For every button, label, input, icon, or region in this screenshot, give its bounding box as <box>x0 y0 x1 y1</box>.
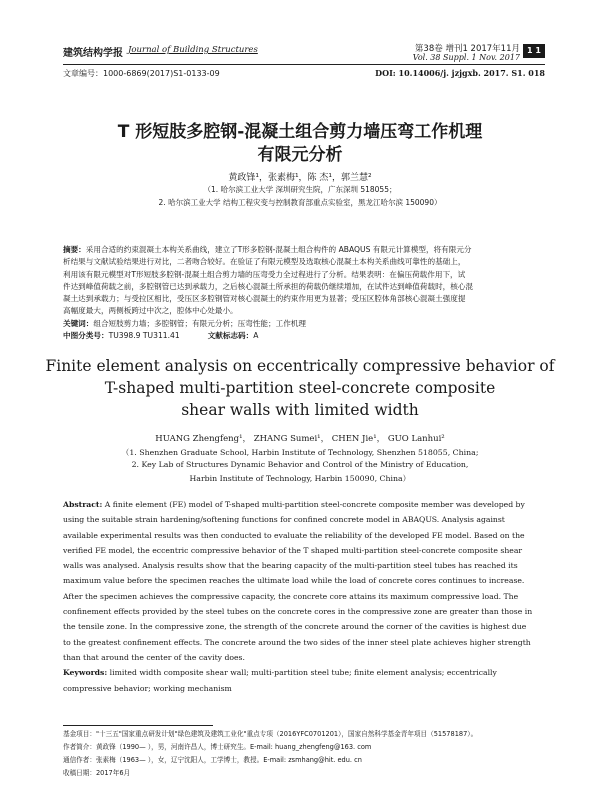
affiliation-en-1: （1. Shenzhen Graduate School, Harbin Institute of Technology, Shenzhen 518055, China; <box>121 448 479 457</box>
keywords-en: Keywords: limited width composite shear wall; multi-partition steel tube; finite element analysis; eccentrically <box>63 668 497 678</box>
title-cn-line1: T 形短肢多腔钢-混凝土组合剪力墙压弯工作机理 <box>117 122 483 142</box>
abstract-en-line: available experimental results was then conducted to evaluate the reliability of the developed FE model. Based on the <box>63 530 525 540</box>
abstract-en-line: After the specimen achieves the compressive capacity, the concrete core attains its maximum compressive load. The <box>63 591 519 601</box>
classification-cn: 中图分类号：TU398.9 TU311.41 文献标志码：A <box>63 331 259 341</box>
footnote-corresponding: 通信作者：张素梅（1963— ），女，辽宁沈阳人，工学博士，教授。E-mail: zsmhang@hit. edu. cn <box>63 756 362 764</box>
article-number: 文章编号：1000-6869(2017)S1-0133-09 <box>63 69 220 78</box>
authors-en: HUANG Zhengfeng¹， ZHANG Sumei¹， CHEN Jie¹， GUO Lanhui² <box>155 434 445 444</box>
abstract-en-line: verified FE model, the eccentric compressive behavior of the T shaped multi-partition steel-concrete composite shear <box>63 545 523 555</box>
title-cn-line2: 有限元分析 <box>257 145 343 165</box>
abstract-en-line: Abstract: A finite element (FE) model of T-shaped multi-partition steel-concrete composite member was developed by <box>63 500 525 509</box>
abstract-en-line: using the suitable strain hardening/softening functions for confined concrete model in ABAQUS. Analysis against <box>63 515 505 525</box>
abstract-cn-line: 摘要：采用合适的约束混凝土本构关系曲线，建立了T形多腔钢-混凝土组合构件的 ABAQUS 有限元计算模型，将有限元分 <box>63 245 472 254</box>
title-en-line2: T-shaped multi-partition steel-concrete composite <box>104 379 496 397</box>
abstract-en-line: than that around the center of the cavity does. <box>63 652 245 662</box>
abstract-en-line: maximum value before the specimen reaches the ultimate load while the load of concrete cores continues to increase. <box>63 576 525 586</box>
keywords-en-label: Keywords: <box>63 668 108 678</box>
abstract-en-line: walls was analysed. Analysis results show that the bearing capacity of the multi-partition steel tubes has reached its <box>63 561 518 571</box>
affiliation-cn-1: （1. 哈尔滨工业大学 深圳研究生院，广东深圳 518055； <box>203 185 397 194</box>
footnote-received: 收稿日期：2017年6月 <box>63 769 131 777</box>
keywords-cn: 关键词：组合短肢剪力墙；多腔钢管；有限元分析；压弯性能；工作机理 <box>63 318 306 328</box>
abstract-cn-line: 凝土达到承载力；与受拉区相比，受压区多腔钢管对核心混凝土的约束作用更为显著；受压区腔体角部核心混凝土强度提 <box>63 294 466 304</box>
affiliation-en-3: Harbin Institute of Technology, Harbin 150090, China） <box>189 474 411 483</box>
abstract-en <box>63 497 545 696</box>
abstract-cn-line: 高幅度最大，两侧板跨过中次之，腔体中心处最小。 <box>63 306 238 316</box>
abstract-en-line: confinement effects provided by the steel tubes on the concrete cores in the compressive zone are greater than those in <box>63 607 533 617</box>
footnote-rule <box>63 725 213 726</box>
affiliation-en-2: 2. Key Lab of Structures Dynamic Behavior and Control of the Ministry of Education, <box>131 460 469 469</box>
page-number-badge: 1 1 <box>523 44 545 58</box>
abstract-cn-line: 析结果与文献试验结果进行对比，二者吻合较好。在验证了有限元模型及选取核心混凝土本构关系曲线可靠性的基础上， <box>63 257 466 267</box>
journal-title-en: Journal of Building Structures <box>128 45 258 55</box>
keywords-en-line: compressive behavior; working mechanism <box>63 683 232 693</box>
keywords-cn-label: 关键词： <box>63 318 94 328</box>
abstract-cn-line: 利用该有限元模型对T形短肢多腔钢-混凝土组合剪力墙的压弯受力全过程进行了分析。结果表明：在偏压荷载作用下，试 <box>63 269 466 279</box>
abstract-cn-label: 摘要： <box>63 245 86 254</box>
journal-title-cn: 建筑结构学报 <box>63 48 123 59</box>
abstract-en-line: to the greatest confinement effects. The concrete around the two sides of the inner steel plate achieves higher strength <box>63 637 531 647</box>
header-rule <box>63 64 545 65</box>
abstract-en-line: the tensile zone. In the compressive zone, the strength of the concrete around the corner of the cavities is highest due <box>63 622 527 632</box>
footnote-funding: 基金项目："十三五"国家重点研发计划"绿色建筑及建筑工业化"重点专项（2016YFC0701201），国家自然科学基金青年项目（51578187）。 <box>63 730 478 738</box>
abstract-cn <box>63 244 545 342</box>
footnote-author: 作者简介：黄政锋（1990— ），男，河南许昌人，博士研究生。E-mail: huang_zhengfeng@163. com <box>63 743 372 751</box>
affiliation-cn-2: 2. 哈尔滨工业大学 结构工程灾变与控制教育部重点实验室，黑龙江哈尔滨 150090） <box>158 198 442 207</box>
issue-en: Vol. 38 Suppl. 1 Nov. 2017 <box>412 53 520 62</box>
abstract-cn-line: 件达到峰值荷载之前，多腔钢管已达到承载力，之后核心混凝土所承担的荷载仍继续增加，在试件达到峰值荷载时，核心混 <box>63 281 474 291</box>
abstract-en-label: Abstract: <box>63 500 103 509</box>
footnotes <box>63 728 545 780</box>
issue-cn: 第38卷 增刊1 2017年11月 <box>414 44 520 54</box>
title-en-line3: shear walls with limited width <box>181 401 419 419</box>
doi: DOI: 10.14006/j. jzjgxb. 2017. S1. 018 <box>375 68 545 78</box>
authors-cn: 黄政锋¹，张素梅¹，陈 杰¹，郭兰慧² <box>228 173 372 183</box>
title-en-line1: Finite element analysis on eccentrically compressive behavior of <box>45 357 555 375</box>
